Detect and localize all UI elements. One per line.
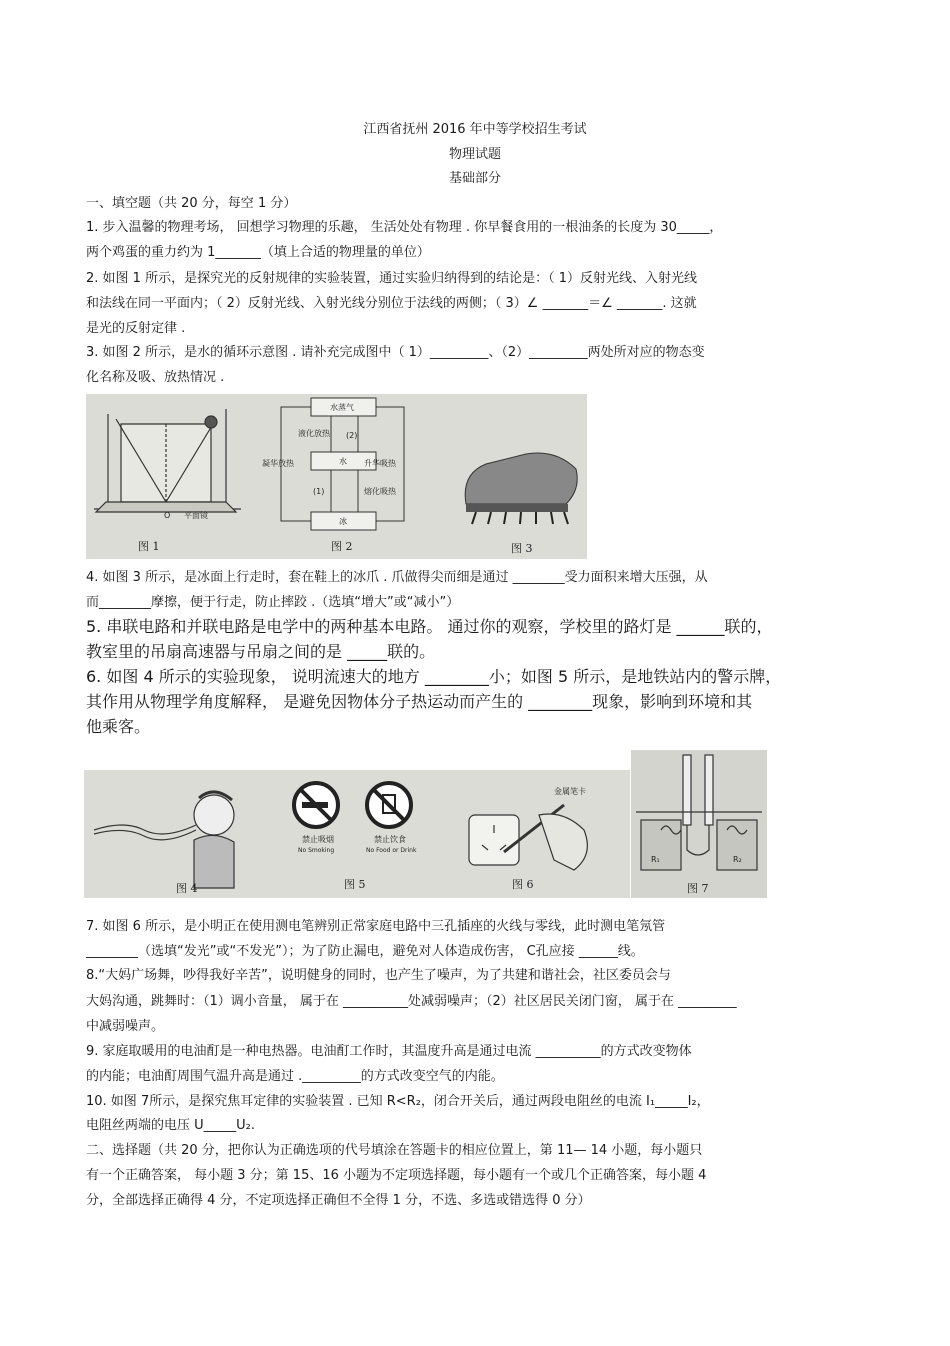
fig2-water: 水 <box>339 457 347 466</box>
fig2-sublime: 升华吸热 <box>364 459 396 468</box>
sign1-cn: 禁止吸烟 <box>302 835 334 844</box>
fig2-liquefy: 液化放热 <box>298 429 330 438</box>
no-smoking-sign-icon <box>294 783 338 827</box>
q7-line2: ________（选填“发光”或“不发光”）；为了防止漏电，避免对人体造成伤害， C孔应接 ______线。 <box>86 944 644 959</box>
figure-5-warning-signs <box>294 783 411 827</box>
q10-line1: 10. 如图 7所示，是探究焦耳定律的实验装置 . 已知 R<R₂，闭合开关后，通过两段电阻丝的电流 I₁_____I₂， <box>86 1094 710 1109</box>
q6-line2: 其作用从物理学角度解释， 是避免因物体分子热运动而产生的 ________现象，影响到环境和其 <box>86 692 753 711</box>
q5-line1: 5. 串联电路和并联电路是电学中的两种基本电路。 通过你的观察，学校里的路灯是 ______联的， <box>86 617 773 636</box>
q4-line2: 而________摩擦，便于行走，防止摔跤 .（选填“增大”或“减小”） <box>86 595 460 610</box>
fig2-vapor: 水蒸气 <box>330 403 354 412</box>
q4-line1: 4. 如图 3 所示，是冰面上行走时，套在鞋上的冰爪 . 爪做得尖而细是通过 ________受力面积来增大压强，从 <box>86 570 708 585</box>
q5-line2: 教室里的吊扇高速器与吊扇之间的是 _____联的。 <box>86 642 436 661</box>
q8-line3: 中减弱噪声。 <box>86 1019 165 1034</box>
fig2-ice: 冰 <box>339 517 347 526</box>
section-title: 基础部分 <box>448 171 501 186</box>
fig1-mirror-label: 平面镜 <box>184 511 208 520</box>
q1-line2: 两个鸡蛋的重力约为 1_______（填上合适的物理量的单位） <box>86 245 430 260</box>
part2-line1: 二、选择题（共 20 分，把你认为正确选项的代号填涂在答题卡的相应位置上，第 11— 14 小题，每小题只 <box>86 1143 703 1158</box>
figures-4-6 <box>84 770 630 898</box>
fig2-n2: (2) <box>346 431 358 440</box>
q1-line1: 1. 步入温馨的物理考场， 回想学习物理的乐趣， 生活处处有物理 . 你早餐食用的一根油条的长度为 30_____， <box>86 220 723 235</box>
figure-6-caption: 图 6 <box>512 878 534 891</box>
q7-line1: 7. 如图 6 所示，是小明正在使用测电笔辨别正常家庭电路中三孔插座的火线与零线，此时测电笔氖管 <box>86 919 666 934</box>
fig1-o-label: O <box>164 511 171 520</box>
fig2-condense: 凝华放热 <box>262 459 294 468</box>
figure-3-caption: 图 3 <box>511 542 533 555</box>
pen-clip-label: 金属笔卡 <box>554 787 586 796</box>
fig2-melt: 熔化吸热 <box>364 487 396 496</box>
figures-1-3 <box>86 394 587 559</box>
figure-4-caption: 图 4 <box>176 882 198 895</box>
figure-7-joule-apparatus <box>636 755 762 870</box>
q10-line2: 电阻丝两端的电压 U_____U₂. <box>86 1118 256 1133</box>
figure-7-caption: 图 7 <box>687 882 709 895</box>
no-food-drink-sign-icon <box>367 783 411 827</box>
sign2-cn: 禁止饮食 <box>374 835 406 844</box>
figure-5-caption: 图 5 <box>344 878 366 891</box>
subject-title: 物理试题 <box>448 147 501 162</box>
exam-title: 江西省抚州 2016 年中等学校招生考试 <box>363 122 587 137</box>
q2-line1: 2. 如图 1 所示，是探究光的反射规律的实验装置，通过实验归纳得到的结论是：（ 1）反射光线、入射光线 <box>86 271 697 286</box>
sign1-en: No Smoking <box>298 847 335 854</box>
part2-line3: 分，全部选择正确得 4 分，不定项选择正确但不全得 1 分，不选、多选或错选得 0 分） <box>86 1193 591 1208</box>
q3-line2: 化名称及吸、放热情况 . <box>86 370 225 385</box>
part1-heading: 一、填空题（共 20 分，每空 1 分） <box>86 196 297 211</box>
fig7-r2: R₂ <box>733 855 742 864</box>
figure-1-caption: 图 1 <box>138 540 160 553</box>
q6-line1: 6. 如图 4 所示的实验现象， 说明流速大的地方 ________小；如图 5 所示，是地铁站内的警示牌， <box>86 667 782 686</box>
fig7-r1: R₁ <box>651 855 660 864</box>
figure-6-socket-test-pen <box>469 805 587 870</box>
q2-line2: 和法线在同一平面内；（ 2）反射光线、入射光线分别位于法线的两侧；（ 3）∠ _______＝∠ _______. 这就 <box>86 296 697 311</box>
q6-line3: 他乘客。 <box>86 717 151 736</box>
figure-4-child-blowing <box>94 792 234 888</box>
q9-line1: 9. 家庭取暖用的电油酊是一种电热器。电油酊工作时，其温度升高是通过电流 __________的方式改变物体 <box>86 1044 692 1059</box>
figure-1-reflection-apparatus <box>94 409 241 512</box>
part2-line2: 有一个正确答案， 每小题 3 分；第 15、16 小题为不定项选择题，每小题有一个或几个正确答案，每小题 4 <box>86 1168 707 1183</box>
q9-line2: 的内能；电油酊周围气温升高是通过 ._________的方式改变空气的内能。 <box>86 1069 504 1084</box>
sign2-en: No Food or Drink <box>366 847 417 854</box>
figure-7 <box>631 750 767 898</box>
fig2-n1: (1) <box>313 487 325 496</box>
q3-line1: 3. 如图 2 所示，是水的循环示意图 . 请补充完成图中（ 1）_________、（2）_________两处所对应的物态变 <box>86 345 705 360</box>
q8-line2: 大妈沟通，跳舞时：（1）调小音量， 属于在 __________处减弱噪声；（2）社区居民关闭门窗， 属于在 _________ <box>86 994 737 1009</box>
figure-2-caption: 图 2 <box>331 540 353 553</box>
figure-3-crampon-shoe <box>465 453 577 524</box>
q2-line3: 是光的反射定律 . <box>86 321 186 336</box>
q8-line1: 8.“大妈广场舞，吵得我好辛苦”，说明健身的同时，也产生了噪声，为了共建和谐社会，社区委员会与 <box>86 968 671 983</box>
